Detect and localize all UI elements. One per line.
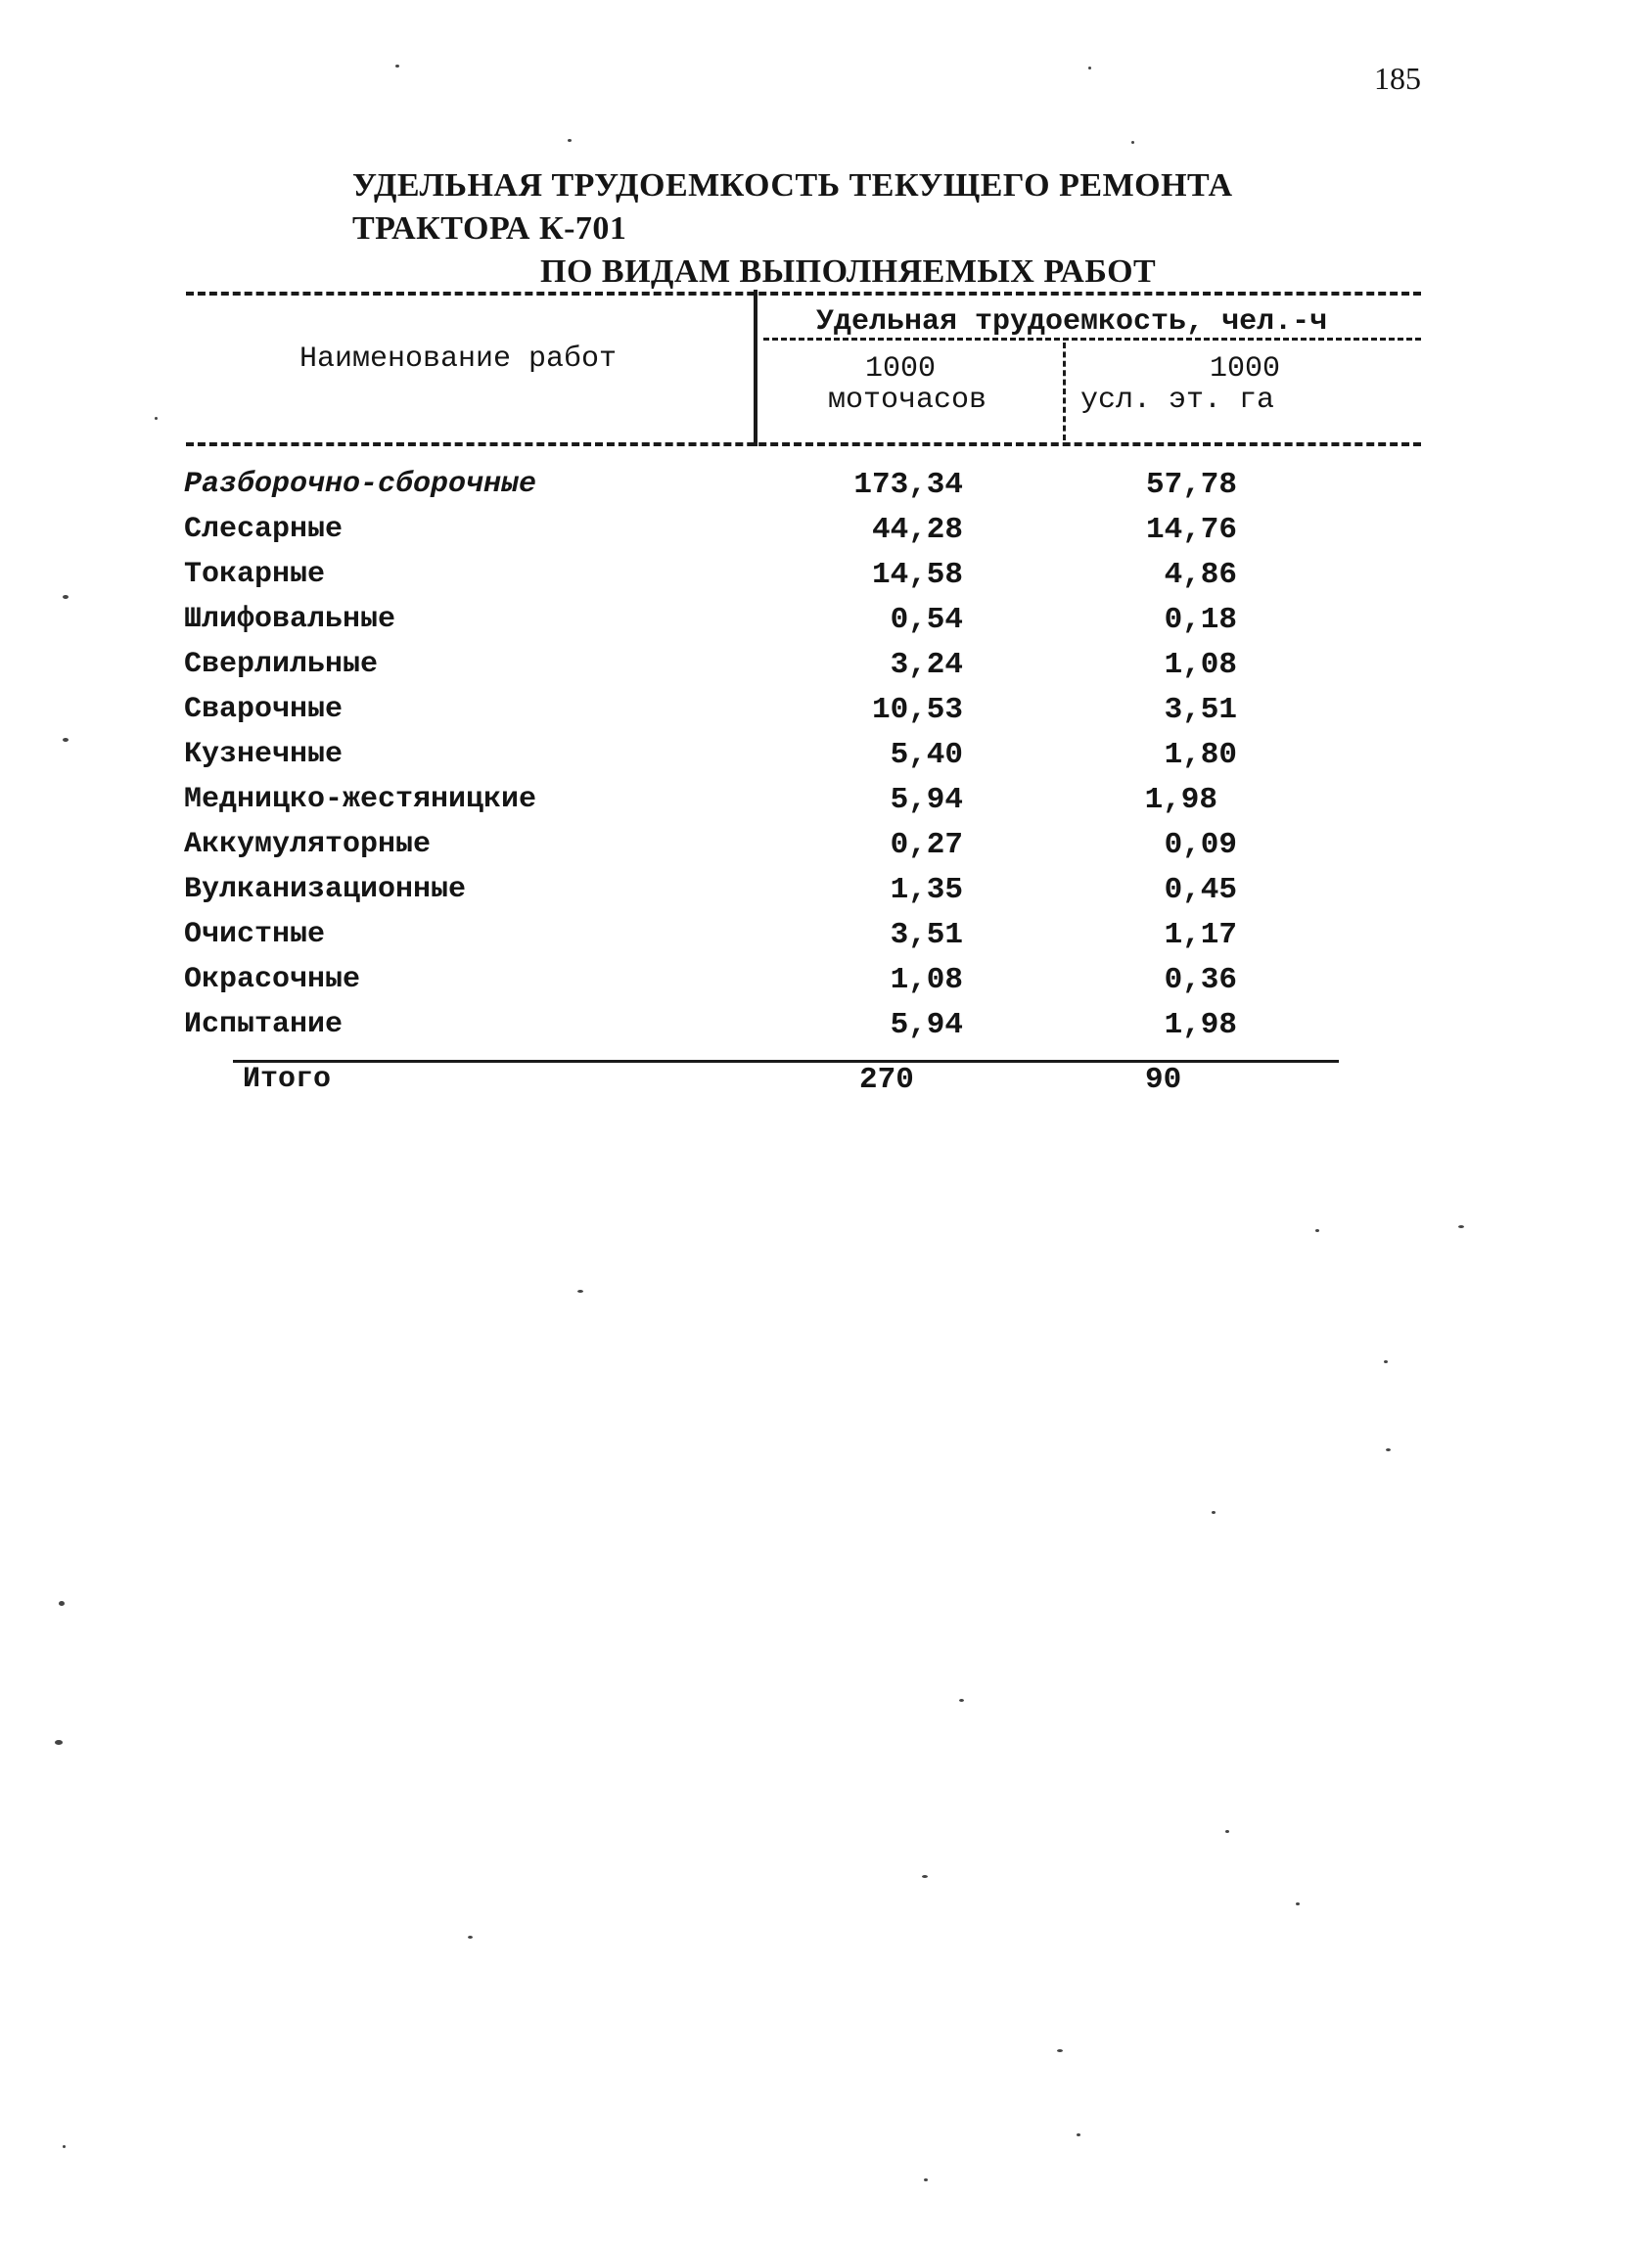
row-value-motohours: 1,08 [890, 963, 963, 997]
table-row [0, 918, 1652, 963]
total-label: Итого [243, 1063, 332, 1096]
header-group-label: Удельная трудоемкость, чел.-ч [816, 305, 1328, 339]
scan-speck [63, 2145, 66, 2148]
row-value-motohours: 44,28 [871, 513, 963, 547]
scan-speck [55, 1740, 63, 1745]
header-col2-line1: 1000 [1210, 352, 1281, 386]
table-row [0, 828, 1652, 873]
scan-speck [1131, 141, 1134, 144]
row-value-motohours: 5,40 [890, 738, 963, 772]
row-value-motohours: 3,51 [890, 918, 963, 952]
scan-speck [922, 1875, 928, 1878]
row-value-motohours: 0,54 [890, 603, 963, 637]
row-value-motohours: 3,24 [890, 648, 963, 682]
scan-speck [1077, 2133, 1080, 2136]
scan-speck [1384, 1360, 1388, 1363]
row-value-motohours: 5,94 [890, 1008, 963, 1042]
table-row [0, 1008, 1652, 1053]
row-name: Испытание [184, 1008, 344, 1041]
row-name: Окрасочные [184, 963, 361, 996]
scan-speck [568, 139, 572, 142]
table-total-row [0, 1063, 1652, 1108]
row-name: Сверлильные [184, 648, 379, 681]
row-value-hectares: 1,98 [1144, 783, 1217, 817]
table-row [0, 963, 1652, 1008]
header-col1-line1: 1000 [865, 352, 937, 386]
table-row [0, 738, 1652, 783]
row-value-hectares: 1,17 [1164, 918, 1237, 952]
table-row [0, 468, 1652, 513]
title-line-1: УДЕЛЬНАЯ ТРУДОЕМКОСТЬ ТЕКУЩЕГО РЕМОНТА ТРАКТОРА К-701 [352, 167, 1233, 247]
row-value-hectares: 1,08 [1164, 648, 1237, 682]
scan-speck [1315, 1229, 1319, 1232]
row-value-motohours: 1,35 [890, 873, 963, 907]
table-row [0, 558, 1652, 603]
document-title [352, 164, 1331, 294]
header-divider-mid [1063, 343, 1066, 440]
scan-speck [924, 2178, 928, 2181]
scan-speck [63, 738, 69, 742]
row-value-hectares: 3,51 [1164, 693, 1237, 727]
row-name: Слесарные [184, 513, 344, 546]
row-value-hectares: 4,86 [1164, 558, 1237, 592]
row-value-hectares: 14,76 [1145, 513, 1237, 547]
header-bottom-rule [186, 442, 1421, 446]
scan-speck [1458, 1225, 1464, 1228]
row-value-hectares: 0,36 [1164, 963, 1237, 997]
table-row [0, 693, 1652, 738]
row-value-hectares: 0,18 [1164, 603, 1237, 637]
scan-speck [577, 1290, 583, 1293]
title-line-2: ПО ВИДАМ ВЫПОЛНЯЕМЫХ РАБОТ [540, 253, 1157, 290]
row-name: Медницко-жестяницкие [184, 783, 537, 816]
row-name: Шлифовальные [184, 603, 396, 636]
row-name: Вулканизационные [184, 873, 467, 906]
table-top-rule [186, 292, 1421, 296]
header-divider-left [754, 290, 757, 446]
table-row [0, 603, 1652, 648]
row-value-hectares: 57,78 [1145, 468, 1237, 502]
row-value-hectares: 0,45 [1164, 873, 1237, 907]
scan-speck [395, 65, 399, 68]
table-row [0, 513, 1652, 558]
row-value-motohours: 10,53 [871, 693, 963, 727]
table-row [0, 783, 1652, 828]
total-value-motohours: 270 [859, 1063, 914, 1097]
row-name: Очистные [184, 918, 326, 951]
row-name: Сварочные [184, 693, 344, 726]
header-name-column: Наименование работ [299, 343, 618, 376]
row-value-motohours: 14,58 [871, 558, 963, 592]
scan-speck [63, 595, 69, 599]
row-value-motohours: 173,34 [853, 468, 963, 502]
scan-speck [1386, 1448, 1391, 1451]
row-name: Токарные [184, 558, 326, 591]
row-value-hectares: 0,09 [1164, 828, 1237, 862]
page-number: 185 [1374, 61, 1421, 96]
row-value-hectares: 1,98 [1164, 1008, 1237, 1042]
scan-speck [1296, 1902, 1300, 1905]
row-value-motohours: 5,94 [890, 783, 963, 817]
scan-speck [1088, 67, 1091, 69]
scan-speck [468, 1936, 473, 1939]
scan-speck [1212, 1511, 1216, 1514]
scan-speck [59, 1601, 65, 1606]
row-name: Разборочно-сборочные [184, 468, 537, 501]
scan-speck [959, 1699, 964, 1702]
header-col2-line2: усл. эт. га [1080, 384, 1275, 417]
total-value-hectares: 90 [1145, 1063, 1182, 1097]
row-name: Аккумуляторные [184, 828, 432, 861]
scan-speck [155, 417, 158, 420]
row-name: Кузнечные [184, 738, 344, 771]
header-col1-line2: моточасов [828, 384, 987, 417]
scan-speck [1057, 2049, 1063, 2052]
row-value-motohours: 0,27 [890, 828, 963, 862]
scan-speck [1225, 1830, 1229, 1833]
table-row [0, 873, 1652, 918]
table-row [0, 648, 1652, 693]
row-value-hectares: 1,80 [1164, 738, 1237, 772]
